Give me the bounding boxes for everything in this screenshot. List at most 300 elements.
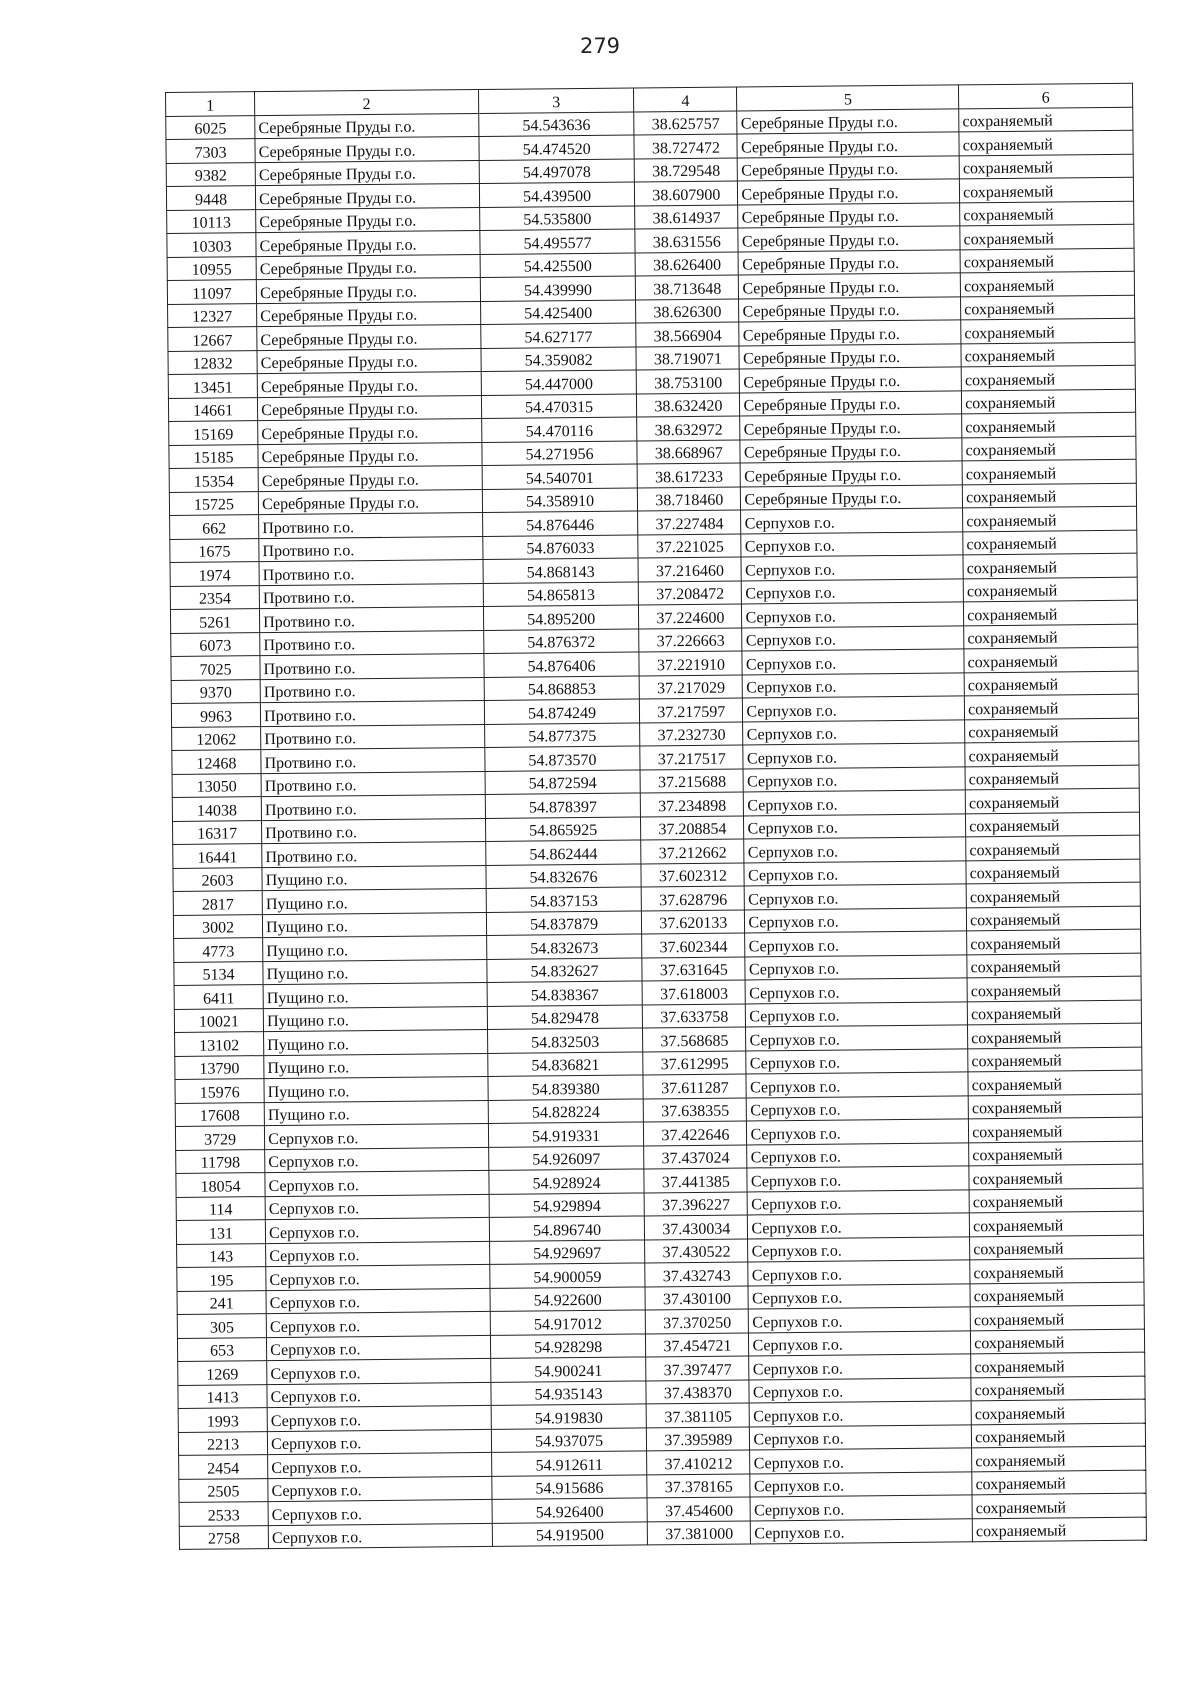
cell-longitude: 38.729548 bbox=[634, 158, 737, 182]
cell-latitude: 54.359082 bbox=[481, 346, 637, 371]
cell-longitude: 37.208472 bbox=[638, 580, 741, 604]
cell-latitude: 54.929697 bbox=[489, 1239, 645, 1264]
cell-id: 131 bbox=[176, 1220, 265, 1244]
cell-latitude: 54.895200 bbox=[483, 605, 639, 630]
cell-district: Серебряные Пруды г.о. bbox=[256, 277, 480, 303]
cell-status: сохраняемый bbox=[971, 1399, 1145, 1424]
cell-district: Протвино г.о. bbox=[261, 724, 485, 750]
cell-district: Пущино г.о. bbox=[264, 1053, 488, 1079]
cell-longitude: 37.221025 bbox=[638, 533, 741, 557]
cell-district: Протвино г.о. bbox=[261, 747, 485, 773]
cell-id: 10113 bbox=[167, 209, 256, 233]
cell-latitude: 54.497078 bbox=[479, 158, 635, 183]
cell-id: 14661 bbox=[168, 397, 257, 421]
cell-longitude: 37.602344 bbox=[642, 933, 745, 957]
cell-district: Протвино г.о. bbox=[259, 536, 483, 562]
cell-longitude: 37.638355 bbox=[643, 1097, 746, 1121]
cell-locality: Серпухов г.о. bbox=[750, 1424, 972, 1450]
cell-district: Серебряные Пруды г.о. bbox=[256, 254, 480, 280]
cell-longitude: 37.378165 bbox=[647, 1473, 750, 1497]
cell-longitude: 37.612995 bbox=[643, 1050, 746, 1074]
cell-locality: Серпухов г.о. bbox=[747, 1166, 969, 1192]
cell-district: Серпухов г.о. bbox=[267, 1358, 491, 1384]
cell-status: сохраняемый bbox=[965, 718, 1139, 743]
cell-id: 10021 bbox=[174, 1008, 263, 1032]
cell-latitude: 54.862444 bbox=[486, 840, 642, 865]
cell-id: 16317 bbox=[172, 820, 261, 844]
cell-latitude: 54.874249 bbox=[484, 699, 640, 724]
cell-status: сохраняемый bbox=[966, 859, 1140, 884]
cell-longitude: 37.410212 bbox=[647, 1450, 750, 1474]
cell-status: сохраняемый bbox=[969, 1188, 1143, 1213]
cell-status: сохраняемый bbox=[966, 835, 1140, 860]
cell-latitude: 54.358910 bbox=[482, 487, 638, 512]
cell-longitude: 37.620133 bbox=[642, 909, 745, 933]
cell-longitude: 37.422646 bbox=[644, 1121, 747, 1145]
cell-locality: Серебряные Пруды г.о. bbox=[739, 343, 961, 369]
cell-district: Серебряные Пруды г.о. bbox=[255, 160, 479, 186]
cell-status: сохраняемый bbox=[966, 906, 1140, 931]
cell-locality: Серпухов г.о. bbox=[749, 1307, 971, 1333]
cell-longitude: 37.438370 bbox=[646, 1379, 749, 1403]
cell-id: 2603 bbox=[173, 867, 262, 891]
cell-locality: Серпухов г.о. bbox=[744, 860, 966, 886]
cell-locality: Серпухов г.о. bbox=[749, 1354, 971, 1380]
cell-latitude: 54.876033 bbox=[483, 534, 639, 559]
cell-longitude: 37.430100 bbox=[645, 1285, 748, 1309]
cell-latitude: 54.919500 bbox=[492, 1521, 648, 1546]
cell-district: Пущино г.о. bbox=[263, 935, 487, 961]
cell-latitude: 54.915686 bbox=[492, 1474, 648, 1499]
cell-locality: Серпухов г.о. bbox=[744, 766, 966, 792]
cell-latitude: 54.447000 bbox=[481, 370, 637, 395]
cell-id: 1993 bbox=[178, 1408, 267, 1432]
cell-status: сохраняемый bbox=[964, 600, 1138, 625]
table-body bbox=[166, 107, 1147, 1550]
cell-locality: Серпухов г.о. bbox=[744, 813, 966, 839]
cell-locality: Серпухов г.о. bbox=[744, 790, 966, 816]
cell-latitude: 54.868853 bbox=[484, 675, 640, 700]
cell-latitude: 54.876406 bbox=[484, 652, 640, 677]
cell-district: Серебряные Пруды г.о. bbox=[257, 324, 481, 350]
cell-latitude: 54.865813 bbox=[483, 581, 639, 606]
cell-district: Серпухов г.о. bbox=[266, 1311, 490, 1337]
cell-latitude: 54.929894 bbox=[489, 1192, 645, 1217]
cell-locality: Серпухов г.о. bbox=[745, 931, 967, 957]
header-col-3: 3 bbox=[478, 88, 634, 113]
cell-id: 2213 bbox=[178, 1431, 267, 1455]
cell-locality: Серпухов г.о. bbox=[748, 1189, 970, 1215]
cell-id: 2817 bbox=[173, 891, 262, 915]
cell-locality: Серпухов г.о. bbox=[742, 649, 964, 675]
cell-longitude: 37.628796 bbox=[641, 886, 744, 910]
cell-status: сохраняемый bbox=[968, 1070, 1142, 1095]
cell-locality: Серебряные Пруды г.о. bbox=[741, 484, 963, 510]
cell-id: 7025 bbox=[171, 656, 260, 680]
cell-longitude: 37.396227 bbox=[644, 1191, 747, 1215]
cell-status: сохраняемый bbox=[961, 295, 1135, 320]
cell-id: 3729 bbox=[175, 1126, 264, 1150]
cell-district: Серебряные Пруды г.о. bbox=[258, 465, 482, 491]
cell-id: 6073 bbox=[171, 632, 260, 656]
cell-district: Пущино г.о. bbox=[262, 912, 486, 938]
cell-status: сохраняемый bbox=[959, 177, 1133, 202]
cell-longitude: 38.614937 bbox=[635, 205, 738, 229]
cell-latitude: 54.271956 bbox=[482, 440, 638, 465]
cell-id: 15169 bbox=[169, 421, 258, 445]
cell-longitude: 37.602312 bbox=[641, 862, 744, 886]
header-col-4: 4 bbox=[634, 87, 737, 111]
cell-latitude: 54.425400 bbox=[480, 299, 636, 324]
cell-status: сохраняемый bbox=[963, 577, 1137, 602]
cell-district: Пущино г.о. bbox=[263, 982, 487, 1008]
cell-status: сохраняемый bbox=[967, 976, 1141, 1001]
cell-id: 7303 bbox=[166, 139, 255, 163]
cell-district: Серпухов г.о. bbox=[265, 1217, 489, 1243]
cell-longitude: 38.719071 bbox=[636, 345, 739, 369]
cell-longitude: 37.611287 bbox=[643, 1074, 746, 1098]
cell-status: сохраняемый bbox=[971, 1352, 1145, 1377]
cell-status: сохраняемый bbox=[962, 436, 1136, 461]
header-col-6: 6 bbox=[959, 83, 1133, 108]
cell-district: Серпухов г.о. bbox=[268, 1499, 492, 1525]
cell-id: 11798 bbox=[176, 1149, 265, 1173]
cell-status: сохраняемый bbox=[961, 318, 1135, 343]
cell-longitude: 37.568685 bbox=[643, 1027, 746, 1051]
cell-longitude: 37.395989 bbox=[647, 1426, 750, 1450]
cell-district: Серпухов г.о. bbox=[267, 1382, 491, 1408]
cell-status: сохраняемый bbox=[963, 553, 1137, 578]
cell-status: сохраняемый bbox=[969, 1117, 1143, 1142]
cell-id: 9963 bbox=[171, 703, 260, 727]
cell-district: Пущино г.о. bbox=[262, 888, 486, 914]
cell-longitude: 37.381000 bbox=[648, 1520, 751, 1544]
cell-id: 10303 bbox=[167, 233, 256, 257]
cell-district: Серебряные Пруды г.о. bbox=[255, 113, 479, 139]
cell-latitude: 54.836821 bbox=[488, 1051, 644, 1076]
cell-district: Пущино г.о. bbox=[263, 959, 487, 985]
cell-district: Протвино г.о. bbox=[259, 512, 483, 538]
cell-locality: Серебряные Пруды г.о. bbox=[739, 273, 961, 299]
cell-longitude: 37.215688 bbox=[640, 768, 743, 792]
cell-id: 2758 bbox=[179, 1525, 268, 1549]
cell-longitude: 37.631645 bbox=[642, 956, 745, 980]
cell-latitude: 54.543636 bbox=[479, 111, 635, 136]
cell-district: Серебряные Пруды г.о. bbox=[257, 348, 481, 374]
cell-longitude: 37.381105 bbox=[646, 1403, 749, 1427]
cell-status: сохраняемый bbox=[972, 1493, 1146, 1518]
cell-status: сохраняемый bbox=[961, 342, 1135, 367]
cell-district: Серпухов г.о. bbox=[265, 1147, 489, 1173]
cell-locality: Серебряные Пруды г.о. bbox=[739, 296, 961, 322]
cell-district: Серебряные Пруды г.о. bbox=[255, 183, 479, 209]
cell-district: Серебряные Пруды г.о. bbox=[255, 136, 479, 162]
cell-longitude: 38.727472 bbox=[634, 134, 737, 158]
cell-longitude: 37.437024 bbox=[644, 1144, 747, 1168]
cell-locality: Серебряные Пруды г.о. bbox=[741, 461, 963, 487]
cell-status: сохраняемый bbox=[962, 459, 1136, 484]
cell-latitude: 54.832503 bbox=[487, 1028, 643, 1053]
cell-status: сохраняемый bbox=[967, 953, 1141, 978]
cell-status: сохраняемый bbox=[959, 154, 1133, 179]
cell-locality: Серпухов г.о. bbox=[743, 743, 965, 769]
cell-status: сохраняемый bbox=[959, 107, 1133, 132]
cell-longitude: 38.626400 bbox=[635, 252, 738, 276]
cell-latitude: 54.837153 bbox=[486, 887, 642, 912]
cell-id: 2454 bbox=[179, 1455, 268, 1479]
cell-locality: Серпухов г.о. bbox=[742, 625, 964, 651]
cell-longitude: 37.227484 bbox=[638, 510, 741, 534]
cell-district: Серпухов г.о. bbox=[266, 1264, 490, 1290]
cell-latitude: 54.828224 bbox=[488, 1098, 644, 1123]
cell-longitude: 37.432743 bbox=[645, 1262, 748, 1286]
cell-locality: Серпухов г.о. bbox=[750, 1495, 972, 1521]
cell-status: сохраняемый bbox=[965, 788, 1139, 813]
cell-locality: Серпухов г.о. bbox=[746, 978, 968, 1004]
cell-locality: Серпухов г.о. bbox=[749, 1377, 971, 1403]
cell-longitude: 37.370250 bbox=[645, 1309, 748, 1333]
cell-status: сохраняемый bbox=[963, 506, 1137, 531]
cell-status: сохраняемый bbox=[966, 882, 1140, 907]
cell-latitude: 54.439500 bbox=[479, 182, 635, 207]
cell-id: 11097 bbox=[167, 280, 256, 304]
cell-district: Серпухов г.о. bbox=[267, 1405, 491, 1431]
cell-status: сохраняемый bbox=[972, 1446, 1146, 1471]
cell-id: 241 bbox=[177, 1290, 266, 1314]
cell-locality: Серпухов г.о. bbox=[751, 1518, 973, 1544]
header-col-1: 1 bbox=[166, 92, 255, 116]
cell-district: Пущино г.о. bbox=[264, 1100, 488, 1126]
cell-district: Серпухов г.о. bbox=[266, 1241, 490, 1267]
cell-id: 6025 bbox=[166, 115, 255, 139]
cell-id: 12468 bbox=[172, 750, 261, 774]
cell-status: сохраняемый bbox=[971, 1329, 1145, 1354]
cell-district: Серпухов г.о. bbox=[266, 1288, 490, 1314]
cell-latitude: 54.839380 bbox=[488, 1075, 644, 1100]
cell-longitude: 37.208854 bbox=[641, 815, 744, 839]
cell-latitude: 54.535800 bbox=[480, 205, 636, 230]
cell-locality: Серпухов г.о. bbox=[747, 1095, 969, 1121]
cell-locality: Серпухов г.о. bbox=[745, 954, 967, 980]
cell-locality: Серебряные Пруды г.о. bbox=[740, 414, 962, 440]
cell-status: сохраняемый bbox=[969, 1141, 1143, 1166]
cell-status: сохраняемый bbox=[969, 1164, 1143, 1189]
cell-locality: Серпухов г.о. bbox=[750, 1448, 972, 1474]
cell-id: 5261 bbox=[170, 609, 259, 633]
cell-latitude: 54.877375 bbox=[484, 722, 640, 747]
cell-locality: Серебряные Пруды г.о. bbox=[740, 390, 962, 416]
cell-latitude: 54.470315 bbox=[481, 393, 637, 418]
cell-longitude: 37.226663 bbox=[639, 627, 742, 651]
cell-status: сохраняемый bbox=[960, 248, 1134, 273]
cell-status: сохраняемый bbox=[966, 812, 1140, 837]
cell-district: Серебряные Пруды г.о. bbox=[258, 418, 482, 444]
cell-status: сохраняемый bbox=[970, 1305, 1144, 1330]
cell-id: 16441 bbox=[173, 844, 262, 868]
cell-locality: Серпухов г.о. bbox=[741, 555, 963, 581]
cell-latitude: 54.832676 bbox=[486, 863, 642, 888]
cell-district: Серпухов г.о. bbox=[265, 1123, 489, 1149]
cell-district: Серебряные Пруды г.о. bbox=[256, 207, 480, 233]
cell-id: 114 bbox=[176, 1196, 265, 1220]
cell-district: Протвино г.о. bbox=[260, 677, 484, 703]
cell-locality: Серпухов г.о. bbox=[746, 1072, 968, 1098]
cell-district: Протвино г.о. bbox=[259, 583, 483, 609]
cell-locality: Серпухов г.о. bbox=[745, 884, 967, 910]
cell-longitude: 38.625757 bbox=[634, 111, 737, 135]
cell-locality: Серебряные Пруды г.о. bbox=[738, 202, 960, 228]
cell-longitude: 37.454600 bbox=[647, 1497, 750, 1521]
cell-status: сохраняемый bbox=[967, 1000, 1141, 1025]
cell-id: 1413 bbox=[178, 1384, 267, 1408]
cell-status: сохраняемый bbox=[962, 483, 1136, 508]
cell-latitude: 54.829478 bbox=[487, 1004, 643, 1029]
cell-district: Серебряные Пруды г.о. bbox=[256, 230, 480, 256]
cell-longitude: 37.217029 bbox=[639, 674, 742, 698]
cell-district: Серпухов г.о. bbox=[267, 1335, 491, 1361]
cell-locality: Серебряные Пруды г.о. bbox=[738, 155, 960, 181]
cell-latitude: 54.832627 bbox=[487, 957, 643, 982]
cell-status: сохраняемый bbox=[965, 765, 1139, 790]
cell-locality: Серебряные Пруды г.о. bbox=[740, 437, 962, 463]
cell-status: сохраняемый bbox=[972, 1470, 1146, 1495]
cell-locality: Серпухов г.о. bbox=[741, 531, 963, 557]
cell-longitude: 38.753100 bbox=[636, 369, 739, 393]
cell-id: 662 bbox=[170, 515, 259, 539]
cell-id: 13102 bbox=[175, 1032, 264, 1056]
cell-district: Протвино г.о. bbox=[260, 606, 484, 632]
cell-status: сохраняемый bbox=[971, 1423, 1145, 1448]
cell-longitude: 37.212662 bbox=[641, 839, 744, 863]
cell-id: 14038 bbox=[172, 797, 261, 821]
cell-status: сохраняемый bbox=[964, 647, 1138, 672]
cell-latitude: 54.896740 bbox=[489, 1216, 645, 1241]
cell-latitude: 54.627177 bbox=[481, 323, 637, 348]
cell-longitude: 37.221910 bbox=[639, 651, 742, 675]
cell-id: 17608 bbox=[175, 1102, 264, 1126]
cell-id: 653 bbox=[177, 1337, 266, 1361]
cell-longitude: 37.217597 bbox=[640, 698, 743, 722]
cell-latitude: 54.900241 bbox=[491, 1357, 647, 1382]
cell-id: 15354 bbox=[169, 468, 258, 492]
cell-longitude: 38.566904 bbox=[636, 322, 739, 346]
cell-status: сохраняемый bbox=[971, 1376, 1145, 1401]
cell-locality: Серебряные Пруды г.о. bbox=[739, 320, 961, 346]
cell-locality: Серпухов г.о. bbox=[747, 1142, 969, 1168]
cell-id: 1974 bbox=[170, 562, 259, 586]
cell-district: Протвино г.о. bbox=[260, 653, 484, 679]
cell-longitude: 37.441385 bbox=[644, 1168, 747, 1192]
cell-longitude: 38.668967 bbox=[637, 439, 740, 463]
cell-district: Протвино г.о. bbox=[261, 771, 485, 797]
cell-district: Пущино г.о. bbox=[263, 1006, 487, 1032]
cell-status: сохраняемый bbox=[972, 1517, 1146, 1542]
cell-locality: Серпухов г.о. bbox=[748, 1283, 970, 1309]
cell-status: сохраняемый bbox=[964, 671, 1138, 696]
cell-locality: Серпухов г.о. bbox=[746, 1025, 968, 1051]
cell-latitude: 54.865925 bbox=[485, 816, 641, 841]
cell-status: сохраняемый bbox=[969, 1211, 1143, 1236]
cell-status: сохраняемый bbox=[960, 271, 1134, 296]
cell-district: Протвино г.о. bbox=[261, 794, 485, 820]
cell-latitude: 54.917012 bbox=[490, 1310, 646, 1335]
cell-locality: Серебряные Пруды г.о. bbox=[738, 179, 960, 205]
cell-district: Серебряные Пруды г.о. bbox=[258, 442, 482, 468]
cell-longitude: 37.430522 bbox=[645, 1238, 748, 1262]
cell-longitude: 37.224600 bbox=[639, 604, 742, 628]
cell-district: Пущино г.о. bbox=[264, 1076, 488, 1102]
cell-status: сохраняемый bbox=[959, 130, 1133, 155]
cell-status: сохраняемый bbox=[968, 1047, 1142, 1072]
cell-id: 195 bbox=[177, 1267, 266, 1291]
cell-longitude: 38.626300 bbox=[636, 298, 739, 322]
cell-longitude: 38.607900 bbox=[635, 181, 738, 205]
cell-longitude: 37.234898 bbox=[641, 792, 744, 816]
cell-status: сохраняемый bbox=[964, 624, 1138, 649]
cell-longitude: 37.454721 bbox=[646, 1332, 749, 1356]
cell-status: сохраняемый bbox=[967, 929, 1141, 954]
cell-id: 6411 bbox=[174, 985, 263, 1009]
header-col-5: 5 bbox=[737, 85, 959, 111]
cell-locality: Серебряные Пруды г.о. bbox=[740, 367, 962, 393]
cell-district: Серебряные Пруды г.о. bbox=[258, 395, 482, 421]
cell-district: Серебряные Пруды г.о. bbox=[257, 301, 481, 327]
cell-locality: Серпухов г.о. bbox=[746, 1001, 968, 1027]
cell-latitude: 54.926097 bbox=[489, 1145, 645, 1170]
cell-status: сохраняемый bbox=[961, 365, 1135, 390]
cell-id: 15725 bbox=[169, 491, 258, 515]
cell-district: Пущино г.о. bbox=[264, 1029, 488, 1055]
cell-locality: Серпухов г.о. bbox=[743, 719, 965, 745]
cell-locality: Серебряные Пруды г.о. bbox=[738, 226, 960, 252]
cell-id: 1675 bbox=[170, 538, 259, 562]
cell-locality: Серпухов г.о. bbox=[743, 696, 965, 722]
cell-district: Пущино г.о. bbox=[262, 865, 486, 891]
cell-id: 2354 bbox=[170, 585, 259, 609]
page-number: 279 bbox=[579, 34, 621, 58]
cell-district: Серпухов г.о. bbox=[265, 1170, 489, 1196]
cell-longitude: 37.618003 bbox=[642, 980, 745, 1004]
header-col-2: 2 bbox=[255, 89, 479, 115]
cell-latitude: 54.926400 bbox=[492, 1498, 648, 1523]
cell-longitude: 38.632972 bbox=[637, 416, 740, 440]
cell-latitude: 54.928298 bbox=[490, 1333, 646, 1358]
cell-latitude: 54.912611 bbox=[491, 1451, 647, 1476]
cell-status: сохраняемый bbox=[970, 1235, 1144, 1260]
cell-id: 12062 bbox=[172, 726, 261, 750]
cell-locality: Серпухов г.о. bbox=[745, 907, 967, 933]
cell-id: 5134 bbox=[174, 961, 263, 985]
cell-district: Протвино г.о. bbox=[260, 630, 484, 656]
cell-id: 143 bbox=[177, 1243, 266, 1267]
cell-locality: Серпухов г.о. bbox=[748, 1236, 970, 1262]
cell-district: Серпухов г.о. bbox=[268, 1452, 492, 1478]
cell-longitude: 37.633758 bbox=[643, 1003, 746, 1027]
cell-longitude: 37.430034 bbox=[645, 1215, 748, 1239]
cell-locality: Серпухов г.о. bbox=[742, 578, 964, 604]
cell-id: 13790 bbox=[175, 1055, 264, 1079]
cell-locality: Серпухов г.о. bbox=[748, 1260, 970, 1286]
cell-id: 2533 bbox=[179, 1502, 268, 1526]
cell-district: Серебряные Пруды г.о. bbox=[257, 371, 481, 397]
cell-status: сохраняемый bbox=[965, 741, 1139, 766]
cell-id: 13451 bbox=[168, 374, 257, 398]
cell-latitude: 54.876372 bbox=[484, 628, 640, 653]
cell-latitude: 54.919331 bbox=[488, 1122, 644, 1147]
cell-longitude: 37.216460 bbox=[638, 557, 741, 581]
cell-district: Серпухов г.о. bbox=[265, 1194, 489, 1220]
cell-locality: Серебряные Пруды г.о. bbox=[737, 108, 959, 134]
